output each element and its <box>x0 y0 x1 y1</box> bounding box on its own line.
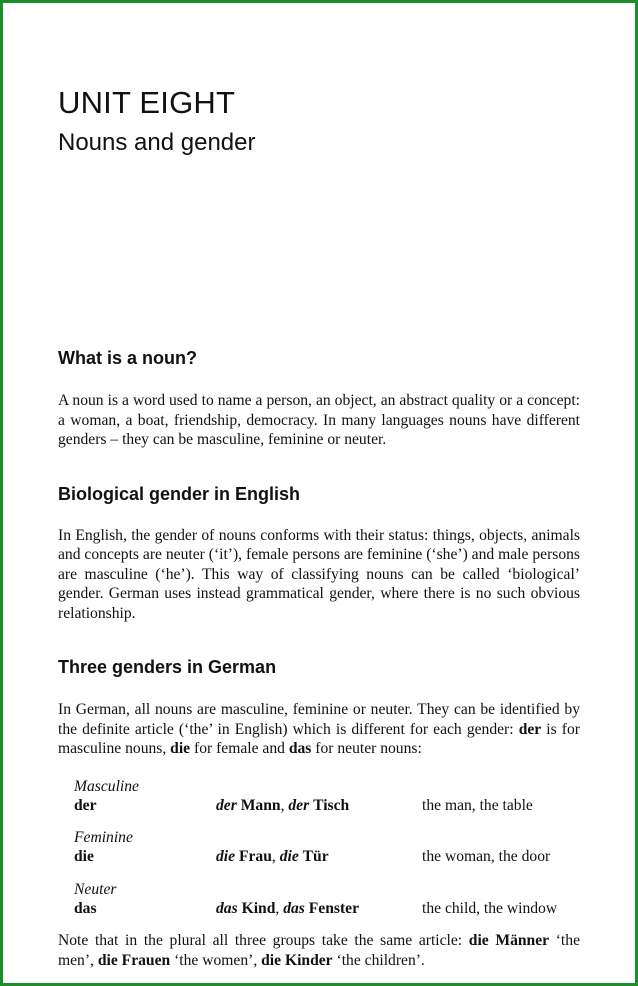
plural-note <box>58 931 580 970</box>
note-text: Note that in the plural all three groups take the same article: <box>58 932 469 949</box>
gender-group-neuter <box>74 880 580 919</box>
gender-label: Masculine <box>74 777 139 795</box>
note-text: ‘the children’. <box>332 951 425 969</box>
note-text: ‘the men’, <box>58 932 580 969</box>
example-article: die <box>279 848 299 865</box>
unit-title: UNIT EIGHT <box>58 85 236 120</box>
gender-examples <box>216 899 422 919</box>
example-noun: Tisch <box>313 796 350 814</box>
note-example: die Frauen <box>97 951 171 969</box>
gender-label: Neuter <box>74 880 117 898</box>
body-mid2: for female and <box>190 740 289 757</box>
example-separator: , <box>271 848 280 865</box>
section-heading-three-genders: Three genders in German <box>58 657 277 677</box>
gender-group-feminine <box>74 828 580 867</box>
example-article: das <box>283 899 305 917</box>
example-separator: , <box>275 899 284 917</box>
example-noun: Fenster <box>308 899 359 917</box>
gender-article: das <box>74 899 97 917</box>
example-noun: Tür <box>302 848 329 865</box>
unit-subtitle: Nouns and gender <box>58 129 256 156</box>
section-heading-biological-gender: Biological gender in English <box>58 483 301 504</box>
body-end: for neuter nouns: <box>311 740 422 757</box>
section-body-biological-gender: In English, the gender of nouns conforms with their status: things, objects, animals and concepts are neuter (‘it’), female persons are feminine (‘she’) and male persons are masculine (‘he’). This way of classifying nouns can be called ‘biological’ gender. German uses instead grammatical gender, where there is no such obvious relationship. <box>58 526 580 622</box>
gender-examples <box>216 796 422 816</box>
gender-article: der <box>74 796 97 814</box>
article-die: die <box>170 740 191 757</box>
gender-translation: the man, the table <box>422 796 533 814</box>
page-content <box>58 84 580 970</box>
gender-article: die <box>74 848 94 865</box>
gender-translation: the child, the window <box>422 899 558 917</box>
example-separator: , <box>280 796 289 814</box>
example-article: der <box>216 796 237 814</box>
gender-examples <box>216 847 422 867</box>
gender-translation: the woman, the door <box>422 848 551 865</box>
gender-row <box>74 847 580 867</box>
body-intro: In German, all nouns are masculine, feminine or neuter. They can be identified by the definite article (‘the’ in English) which is different for each gender: <box>58 701 580 738</box>
gender-group-masculine <box>74 777 580 816</box>
gender-row <box>74 899 580 919</box>
example-noun: Kind <box>241 899 276 917</box>
section-heading-what-is-a-noun: What is a noun? <box>58 348 197 368</box>
gender-label: Feminine <box>74 829 133 846</box>
body-mid1: is for masculine nouns, <box>58 720 580 757</box>
note-example: die Männer <box>468 932 550 949</box>
example-article: die <box>216 848 236 865</box>
section-body-what-is-a-noun: A noun is a word used to name a person, an object, an abstract quality or a concept: a woman, a boat, friendship, democracy. In many languages nouns have different genders – they can be masculine, feminine or neuter. <box>58 392 580 448</box>
example-article: der <box>288 796 310 814</box>
example-noun: Frau <box>238 848 272 865</box>
article-das: das <box>288 740 312 757</box>
example-article: das <box>216 899 238 917</box>
gender-table <box>74 777 580 919</box>
note-text: ‘the women’, <box>170 951 262 969</box>
section-body-three-genders <box>58 700 580 759</box>
note-example: die Kinder <box>261 951 333 969</box>
gender-row <box>74 796 580 816</box>
example-noun: Mann <box>240 796 281 814</box>
article-der: der <box>518 720 542 738</box>
